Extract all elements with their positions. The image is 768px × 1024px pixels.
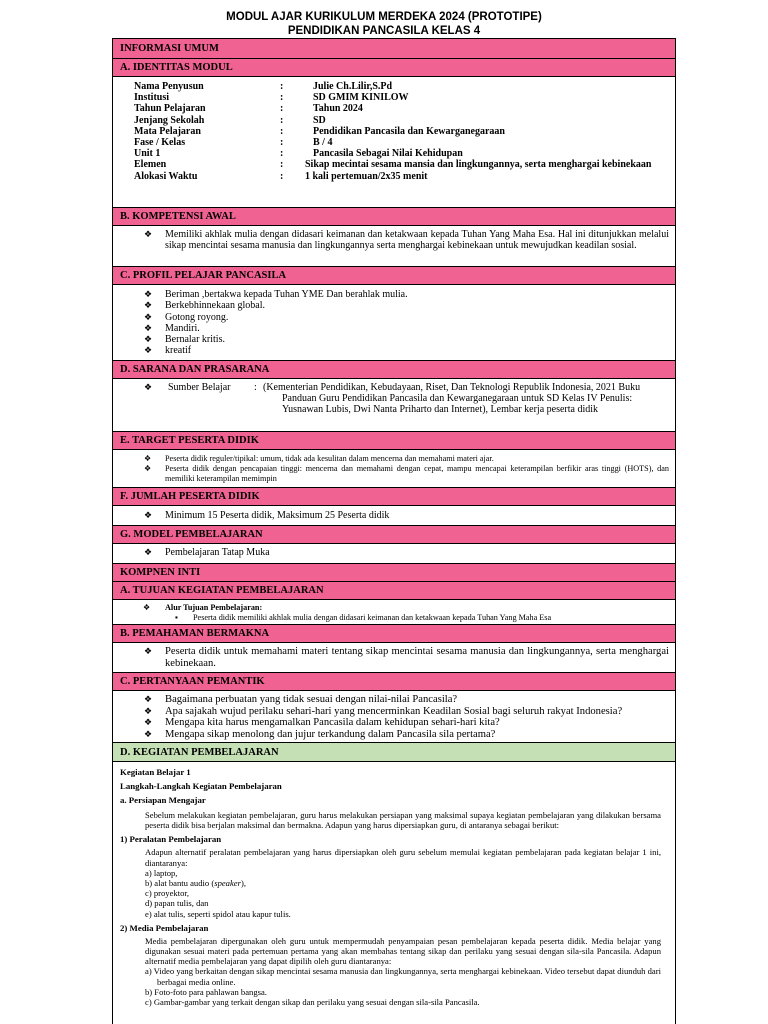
persiapan-text: Sebelum melakukan kegiatan pembelajaran, guru harus melakukan persiapan yang maksimal supaya kegiatan pembelajaran yang dilakukan bersama peserta didik bisa berjalan maksimal dan bermakna. Adapun yang harus dipersiapkan guru, di antaranya sebagai berikut: xyxy=(145,810,661,831)
header-kompnen-inti: KOMPNEN INTI xyxy=(113,563,675,582)
header-kompetensi-awal: B. KOMPETENSI AWAL xyxy=(113,207,675,226)
identitas-row: Nama Penyusun : Julie Ch.Lilir,S.Pd xyxy=(134,81,393,92)
identitas-row: Mata Pelajaran : Pendidikan Pancasila dan Kewarganegaraan xyxy=(134,125,505,137)
identitas-row: Elemen : Sikap mecintai sesama mansia dan lingkungannya, serta menghargai kebinekaan xyxy=(134,159,652,171)
list-item: ❖ Peserta didik reguler/tipikal: umum, tidak ada kesulitan dalam mencerna dan memahami materi ajar. xyxy=(144,454,494,463)
bullet-icon: ❖ xyxy=(144,510,153,520)
bullet-icon: ❖ xyxy=(144,705,153,716)
profil-list xyxy=(113,289,675,357)
list-item: ❖ Gotong royong. xyxy=(144,311,229,323)
header-profil-pelajar: C. PROFIL PELAJAR PANCASILA xyxy=(113,266,675,285)
header-kegiatan-pembelajaran: D. KEGIATAN PEMBELAJARAN xyxy=(113,742,675,762)
header-jumlah-peserta: F. JUMLAH PESERTA DIDIK xyxy=(113,487,675,506)
list-item: a) laptop, xyxy=(145,867,178,878)
header-identitas-modul: A. IDENTITAS MODUL xyxy=(113,58,675,77)
sarana-value: (Kementerian Pendidikan, Kebudayaan, Riset, Dan Teknologi Republik Indonesia, 2021 Buku Panduan Guru Pendidikan Pancasila dan Kewarganegaraan untuk SD Kelas IV Penulis: Yusnawan Lubis, Dwi Nanta Priharto dan Internet), Lembar kerja peserta didik xyxy=(263,382,641,416)
header-sarana-prasarana: D. SARANA DAN PRASARANA xyxy=(113,360,675,379)
target-list xyxy=(113,454,675,484)
bullet-icon: ❖ xyxy=(144,547,153,557)
list-item: e) alat tulis, seperti spidol atau kapur tulis. xyxy=(145,908,291,919)
persiapan-title: a. Persiapan Mengajar xyxy=(120,795,206,805)
sarana-colon: : xyxy=(254,382,257,393)
pemahaman-text: Peserta didik untuk memahami materi tentang sikap mencintai sesama manusia dan lingkungannya, serta menghargai kebinekaan. xyxy=(165,646,669,669)
model-block xyxy=(113,547,675,558)
header-model-pembelajaran: G. MODEL PEMBELAJARAN xyxy=(113,525,675,544)
identitas-row: Unit 1 : Pancasila Sebagai Nilai Kehidupan xyxy=(134,148,463,160)
sarana-block xyxy=(113,382,675,416)
tujuan-block xyxy=(113,603,675,622)
list-item: ❖ Berkebhinnekaan global. xyxy=(144,300,265,312)
peralatan-text: Adapun alternatif peralatan pembelajaran yang harus dipersiapkan oleh guru sebelum memulai kegiatan pembelajaran pada kegiatan belajar 1 ini, diantaranya: xyxy=(145,847,661,868)
list-item: c) proyektor, xyxy=(145,888,190,899)
square-bullet-icon: ▪ xyxy=(175,612,178,622)
list-item: ❖ Beriman ,bertakwa kepada Tuhan YME Dan berahlak mulia. xyxy=(144,289,408,300)
list-item: d) papan tulis, dan xyxy=(145,898,209,909)
identitas-list xyxy=(113,81,675,182)
list-item: ❖ Mandiri. xyxy=(144,322,200,334)
jumlah-block xyxy=(113,510,675,521)
bullet-icon: ❖ xyxy=(144,717,153,727)
document-title xyxy=(0,10,768,38)
list-item: ❖ Peserta didik dengan pencapaian tinggi: mencerna dan memahami dengan cepat, mampu mencapai keterampilan berfikir aras tinggi (HOTS), dan memiliki keterampilan memimpin xyxy=(144,464,669,483)
kompetensi-awal-text: Memiliki akhlak mulia dengan didasari keimanan dan ketakwaan kepada Tuhan Yang Maha Esa. Hal ini ditunjukkan melalui sikap mencintai sesama manusia dan lingkungannya serta menghargai kebinekaan untuk mewujudkan keadilan sosial. xyxy=(165,229,669,252)
list-item: c) Gambar-gambar yang terkait dengan sikap dan perilaku yang sesuai dengan sila-sila Pancasila. xyxy=(145,997,480,1008)
langkah-title: Langkah-Langkah Kegiatan Pembelajaran xyxy=(120,781,282,791)
bullet-icon: ❖ xyxy=(144,454,152,463)
list-item: a) Video yang berkaitan dengan sikap mencintai sesama manusia dan lingkungannya, serta menghargai kebinekaan. Video tersebut dapat diunduh dari berbagai media online. xyxy=(145,966,661,987)
bullet-icon: ❖ xyxy=(144,322,153,333)
identitas-row: Institusi : SD GMIM KINILOW xyxy=(134,92,409,104)
kegiatan-content xyxy=(113,765,675,1007)
model-text: Pembelajaran Tatap Muka xyxy=(165,547,270,558)
identitas-row: Tahun Pelajaran : Tahun 2024 xyxy=(134,103,363,115)
header-target-peserta: E. TARGET PESERTA DIDIK xyxy=(113,431,675,450)
header-pertanyaan-pemantik: C. PERTANYAAN PEMANTIK xyxy=(113,672,675,691)
bullet-icon: ❖ xyxy=(144,345,153,356)
jumlah-text: Minimum 15 Peserta didik, Maksimum 25 Peserta didik xyxy=(165,510,390,521)
list-item: b) alat bantu audio (speaker), xyxy=(145,878,246,889)
bullet-icon: ❖ xyxy=(144,334,153,345)
bullet-icon: ❖ xyxy=(144,646,153,656)
bullet-icon: ❖ xyxy=(144,382,153,392)
pemahaman-block xyxy=(113,646,675,669)
identitas-row: Alokasi Waktu : 1 kali pertemuan/2x35 menit xyxy=(134,170,428,182)
list-item: ❖ Bernalar kritis. xyxy=(144,334,225,346)
kompetensi-awal-block xyxy=(113,229,675,252)
tujuan-heading: Alur Tujuan Pembelajaran: xyxy=(165,603,263,612)
title-line-2: PENDIDIKAN PANCASILA KELAS 4 xyxy=(287,25,481,37)
bullet-icon: ❖ xyxy=(143,603,151,612)
header-pemahaman-bermakna: B. PEMAHAMAN BERMAKNA xyxy=(113,624,675,643)
bullet-icon: ❖ xyxy=(144,728,153,739)
list-item: ❖ Apa sajakah wujud perilaku sehari-hari yang mencerminkan Keadilan Sosial bagi seluruh rakyat Indonesia? xyxy=(144,705,623,717)
bullet-icon: ❖ xyxy=(144,694,153,704)
sarana-label: Sumber Belajar xyxy=(168,382,231,393)
header-informasi-umum: INFORMASI UMUM xyxy=(113,39,675,59)
header-tujuan-kegiatan: A. TUJUAN KEGIATAN PEMBELAJARAN xyxy=(113,581,675,600)
media-title: 2) Media Pembelajaran xyxy=(120,922,209,933)
kegiatan-belajar-title: Kegiatan Belajar 1 xyxy=(120,767,191,777)
bullet-icon: ❖ xyxy=(144,229,153,239)
bullet-icon: ❖ xyxy=(144,300,153,311)
title-line-1: MODUL AJAR KURIKULUM MERDEKA 2024 (PROTOTIPE) xyxy=(226,11,542,23)
bullet-icon: ❖ xyxy=(144,311,153,322)
bullet-icon: ❖ xyxy=(144,464,152,473)
bullet-icon: ❖ xyxy=(144,289,153,299)
list-item: ❖ Mengapa kita harus mengamalkan Pancasila dalam kehidupan sehari-hari kita? xyxy=(144,717,500,728)
identitas-row: Fase / Kelas : B / 4 xyxy=(134,137,333,149)
identitas-row: Jenjang Sekolah : SD xyxy=(134,114,326,126)
list-item: ▪ Peserta didik memiliki akhlak mulia dengan didasari keimanan dan ketakwaan kepada Tuhan Yang Maha Esa xyxy=(175,612,552,622)
list-item: ❖ Bagaimana perbuatan yang tidak sesuai dengan nilai-nilai Pancasila? xyxy=(144,694,458,705)
list-item: b) Foto-foto para pahlawan bangsa. xyxy=(145,986,267,997)
list-item: ❖ Mengapa sikap menolong dan jujur terkandung dalam Pancasila sila pertama? xyxy=(144,728,496,740)
pertanyaan-list xyxy=(113,694,675,740)
list-item: ❖ kreatif xyxy=(144,345,192,357)
media-text: Media pembelajaran dipergunakan oleh guru untuk mempermudah penyampaian pesan pembelajaran kepada peserta didik. Media belajar yang digunakan sesuai materi pada pertemuan pertama yang akan membahas tentang sikap dan perilaku yang sesuai dengan sila-sila Pancasila. Adapun alternatif media pembelajaran yang dapat dipilih oleh guru diantaranya: xyxy=(145,935,661,967)
peralatan-title: 1) Peralatan Pembelajaran xyxy=(120,834,222,845)
module-table xyxy=(112,38,676,1024)
